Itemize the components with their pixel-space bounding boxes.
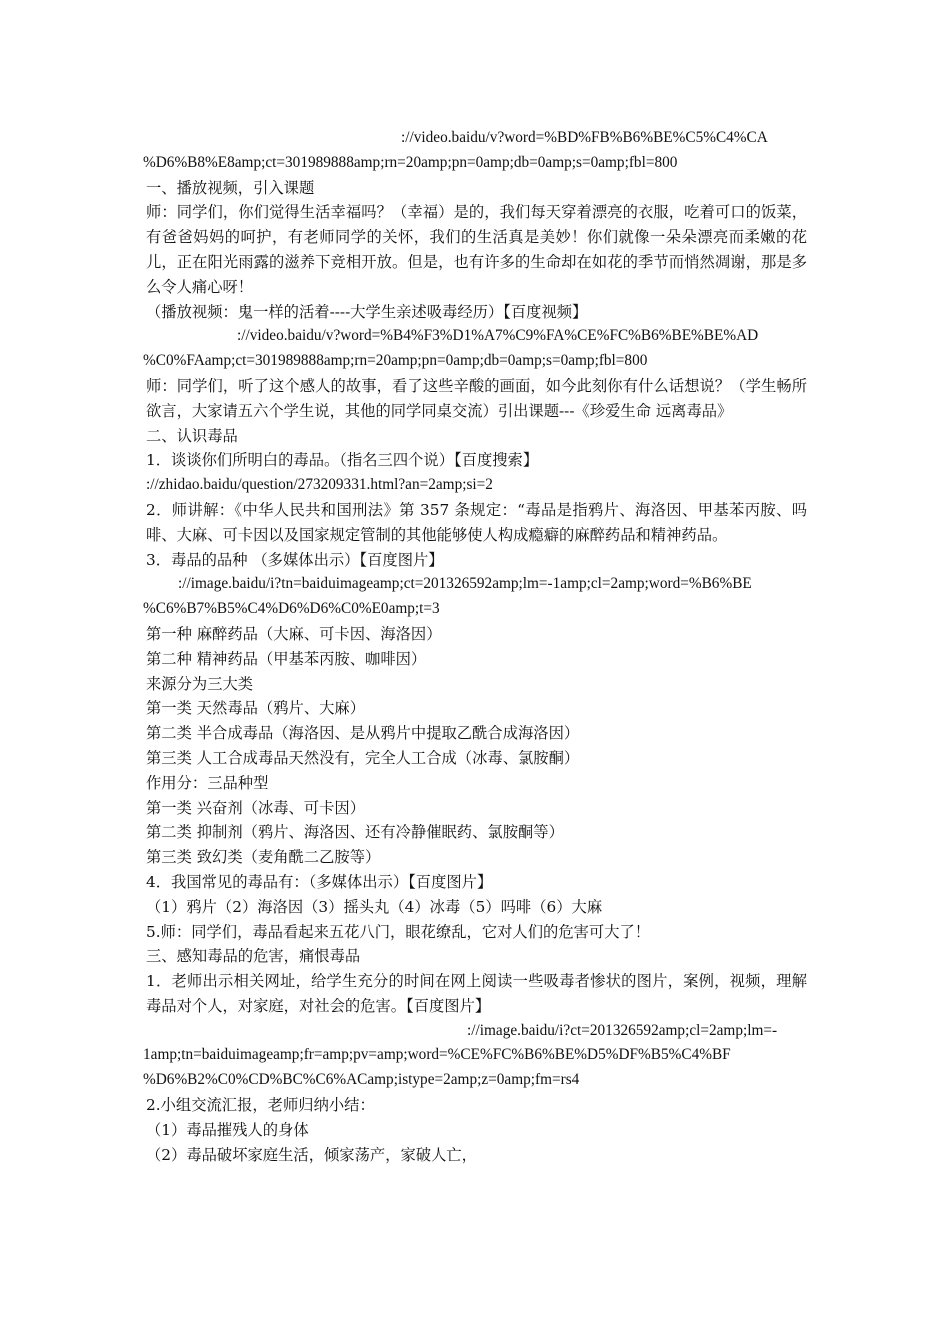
image-link-1-part2[interactable]: %C6%B7%B5%C4%D6%D6%C0%E0amp;t=3 xyxy=(143,600,440,618)
drug-type-line: 第一类 天然毒品（鸦片、大麻） xyxy=(146,699,366,718)
section-heading-2: 二、认识毒品 xyxy=(146,426,238,445)
drug-type-line: 第二类 抑制剂（鸦片、海洛因、还有冷静催眠药、氯胺酮等） xyxy=(146,823,564,842)
list-item-5: 5.师：同学们，毒品看起来五花八门，眼花缭乱，它对人们的危害可大了！ xyxy=(146,922,651,941)
teacher-paragraph-2: 师：同学们，听了这个感人的故事，看了这些辛酸的画面，如今此刻你有什么话想说？（学生畅所欲言，大家请五六个学生说，其他的同学同桌交流）引出课题---《珍爱生命 远离毒品》 xyxy=(146,376,807,420)
image-link-1-part1[interactable]: ://image.baidu/i?tn=baiduimageamp;ct=201326592amp;lm=-1amp;cl=2amp;word=%B6%BE xyxy=(178,575,752,593)
law-paragraph: 2．师讲解：《中华人民共和国刑法》第 357 条规定：“毒品是指鸦片、海洛因、甲基苯丙胺、吗啡、大麻、可卡因以及国家规定管制的其他能够使人构成瘾癖的麻醉药品和精神药品。 xyxy=(146,500,807,544)
section-heading-1: 一、播放视频，引入课题 xyxy=(146,178,315,197)
drug-type-line: 来源分为三大类 xyxy=(146,674,254,693)
list-item-3: 3．毒品的品种 （多媒体出示）【百度图片】 xyxy=(146,550,444,569)
harm-paragraph: 1．老师出示相关网址，给学生充分的时间在网上阅读一些吸毒者惨状的图片，案例，视频，理解毒品对个人，对家庭，对社会的危害。【百度图片】 xyxy=(146,972,807,1015)
image-link-2-part3[interactable]: %D6%B2%C0%CD%BC%C6%ACamp;istype=2amp;z=0amp;fm=rs4 xyxy=(143,1071,580,1089)
drug-type-line: 第一种 麻醉药品（大麻、可卡因、海洛因） xyxy=(146,624,442,643)
drug-type-line: 作用分：三品种型 xyxy=(146,773,269,792)
summary-point-2: （2）毒品破坏家庭生活，倾家荡产，家破人亡， xyxy=(146,1145,477,1164)
list-item-1: 1．谈谈你们所明白的毒品。（指名三四个说）【百度搜索】 xyxy=(146,451,539,470)
video-link-1-part2[interactable]: %D6%B8%E8amp;ct=301989888amp;rn=20amp;pn=0amp;db=0amp;s=0amp;fbl=800 xyxy=(143,153,678,171)
video-link-1-part1[interactable]: ://video.baidu/v?word=%BD%FB%B6%BE%C5%C4%CA xyxy=(401,129,768,146)
video-note: （播放视频：鬼一样的活着----大学生亲述吸毒经历）【百度视频】 xyxy=(146,302,588,321)
image-link-2-part1[interactable]: ://image.baidu/i?ct=201326592amp;cl=2amp;lm=- xyxy=(467,1021,778,1039)
zhidao-link[interactable]: ://zhidao.baidu/question/273209331.html?an=2amp;si=2 xyxy=(146,476,493,494)
teacher-paragraph-1: 师：同学们，你们觉得生活幸福吗？（幸福）是的，我们每天穿着漂亮的衣服，吃着可口的饭菜，有爸爸妈妈的呵护，有老师同学的关怀，我们的生活真是美妙！你们就像一朵朵漂亮而柔嫩的花儿，正在阳光雨露的滋养下竞相开放。但是，也有许多的生命却在如花的季节而悄然凋谢，那是多么令人痛心呀！ xyxy=(146,203,807,296)
drug-type-line: 第三类 致幻类（麦角酰二乙胺等） xyxy=(146,848,381,867)
list-item-summary: 2.小组交流汇报，老师归纳小结： xyxy=(146,1096,375,1115)
video-link-2-part1[interactable]: ://video.baidu/v?word=%B4%F3%D1%A7%C9%FA%CE%FC%B6%BE%BE%AD xyxy=(237,327,759,345)
drug-type-line: 第三类 人工合成毒品天然没有，完全人工合成（冰毒、氯胺酮） xyxy=(146,748,580,767)
document-body xyxy=(143,126,807,1167)
drug-type-line: 第二类 半合成毒品（海洛因、是从鸦片中提取乙酰合成海洛因） xyxy=(146,724,580,743)
image-link-2-part2[interactable]: 1amp;tn=baiduimageamp;fr=amp;pv=amp;word=%CE%FC%B6%BE%D5%DF%B5%C4%BF xyxy=(143,1046,731,1064)
video-link-2-part2[interactable]: %C0%FAamp;ct=301989888amp;rn=20amp;pn=0amp;db=0amp;s=0amp;fbl=800 xyxy=(143,352,648,370)
common-drugs-line: （1）鸦片（2）海洛因（3）摇头丸（4）冰毒（5）吗啡（6）大麻 xyxy=(146,897,603,916)
drug-type-line: 第一类 兴奋剂（冰毒、可卡因） xyxy=(146,798,366,817)
summary-point-1: （1）毒品摧残人的身体 xyxy=(146,1120,309,1139)
drug-type-line: 第二种 精神药品（甲基苯丙胺、咖啡因） xyxy=(146,649,427,668)
section-heading-3: 三、感知毒品的危害，痛恨毒品 xyxy=(146,947,361,966)
list-item-4: 4．我国常见的毒品有：（多媒体出示）【百度图片】 xyxy=(146,872,493,891)
